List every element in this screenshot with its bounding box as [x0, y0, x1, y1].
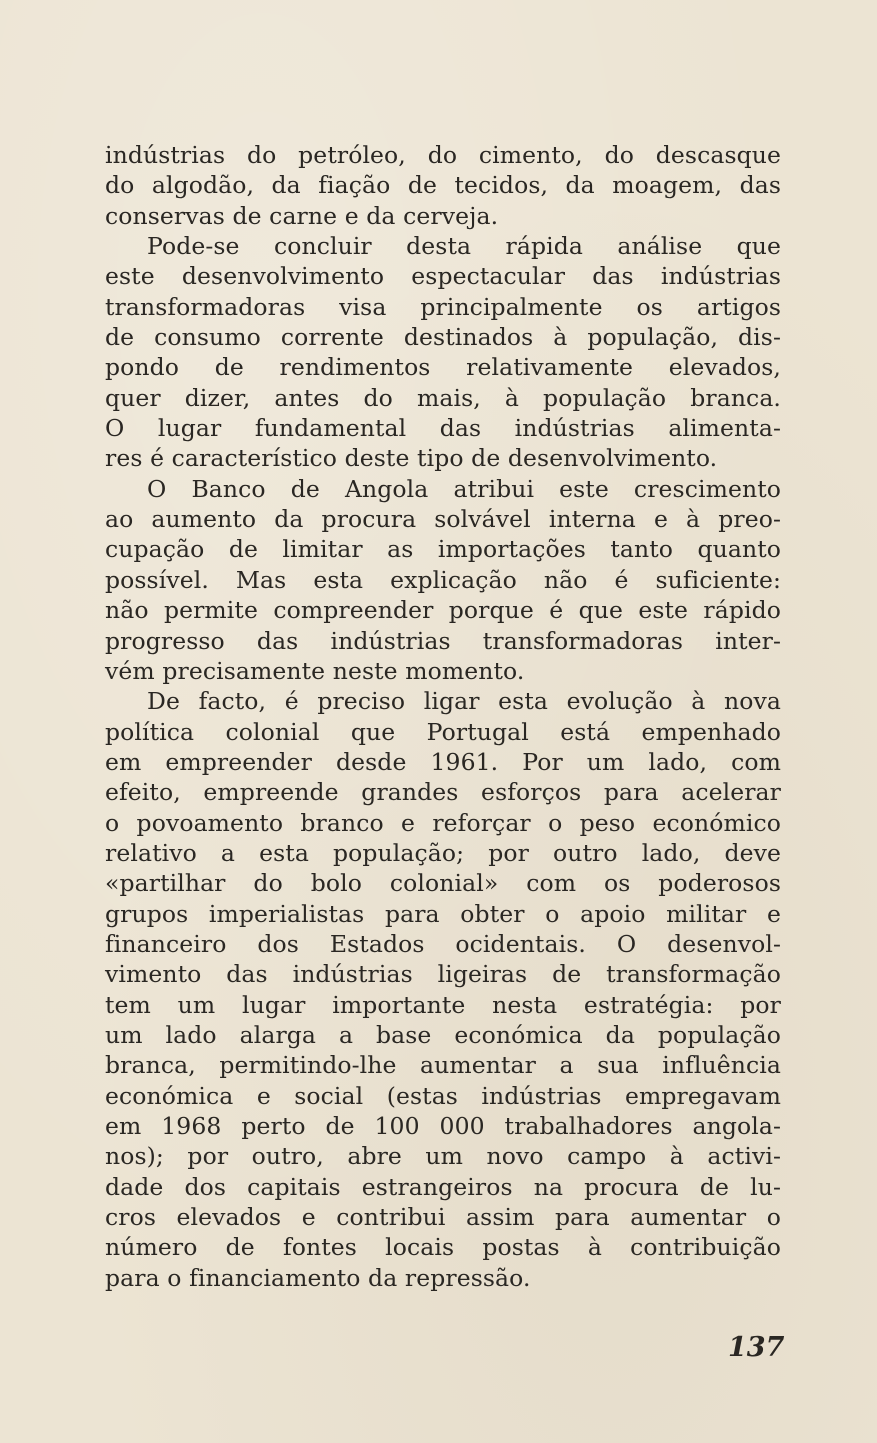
- text-line: conservas de carne e da cerveja.: [105, 201, 499, 230]
- text-line: vém precisamente neste momento.: [105, 656, 525, 685]
- text-line: transformadoras visa principalmente os artigos: [105, 292, 781, 321]
- text-line: cros elevados e contribui assim para aumentar o: [105, 1203, 781, 1232]
- text-line: O lugar fundamental das indústrias alimenta-: [105, 414, 781, 443]
- page-number: 137: [728, 1332, 785, 1363]
- text-line: este desenvolvimento espectacular das indústrias: [105, 262, 781, 291]
- text-line: possível. Mas esta explicação não é suficiente:: [105, 565, 781, 594]
- text-line: efeito, empreende grandes esforços para acelerar: [105, 778, 781, 807]
- text-line: indústrias do petróleo, do cimento, do descasque: [105, 141, 781, 169]
- text-line: progresso das indústrias transformadoras inter-: [105, 626, 781, 655]
- text-line: de consumo corrente destinados à população, dis-: [105, 323, 781, 352]
- text-line: «partilhar do bolo colonial» com os poderosos: [105, 869, 781, 898]
- text-line: pondo de rendimentos relativamente elevados,: [105, 353, 781, 382]
- text-line: económica e social (estas indústrias empregavam: [105, 1081, 781, 1110]
- text-line: nos); por outro, abre um novo campo à activi-: [105, 1142, 781, 1171]
- text-line: para o financiamento da repressão.: [105, 1263, 531, 1292]
- text-line: dade dos capitais estrangeiros na procura de lu-: [105, 1172, 781, 1201]
- text-line: política colonial que Portugal está empenhado: [105, 717, 781, 746]
- text-line: ao aumento da procura solvável interna e à preo-: [105, 505, 781, 534]
- text-line: cupação de limitar as importações tanto quanto: [105, 535, 781, 564]
- text-line: um lado alarga a base económica da população: [105, 1020, 781, 1049]
- text-line: vimento das indústrias ligeiras de transformação: [105, 960, 781, 989]
- text-line: o povoamento branco e reforçar o peso económico: [105, 808, 781, 837]
- text-line: financeiro dos Estados ocidentais. O desenvol-: [105, 929, 781, 958]
- text-line: relativo a esta população; por outro lado, deve: [105, 838, 781, 867]
- text-line: branca, permitindo-lhe aumentar a sua influência: [105, 1051, 781, 1080]
- paragraph-start-line: Pode-se concluir desta rápida análise que: [147, 232, 781, 261]
- text-line: res é característico deste tipo de desenvolvimento.: [105, 444, 718, 473]
- paragraph-start-line: De facto, é preciso ligar esta evolução à nova: [147, 687, 781, 716]
- text-line: grupos imperialistas para obter o apoio militar e: [105, 899, 781, 928]
- text-line: número de fontes locais postas à contribuição: [105, 1233, 781, 1262]
- text-line: tem um lugar importante nesta estratégia: por: [105, 990, 781, 1019]
- book-page-text: [105, 140, 781, 1293]
- text-line: não permite compreender porque é que este rápido: [105, 596, 781, 625]
- text-line: do algodão, da fiação de tecidos, da moagem, das: [105, 171, 781, 200]
- text-line: em 1968 perto de 100 000 trabalhadores angola-: [105, 1112, 781, 1140]
- text-line: em empreender desde 1961. Por um lado, com: [105, 747, 781, 776]
- text-line: quer dizer, antes do mais, à população branca.: [105, 383, 781, 412]
- paragraph-start-line: O Banco de Angola atribui este crescimento: [147, 474, 781, 503]
